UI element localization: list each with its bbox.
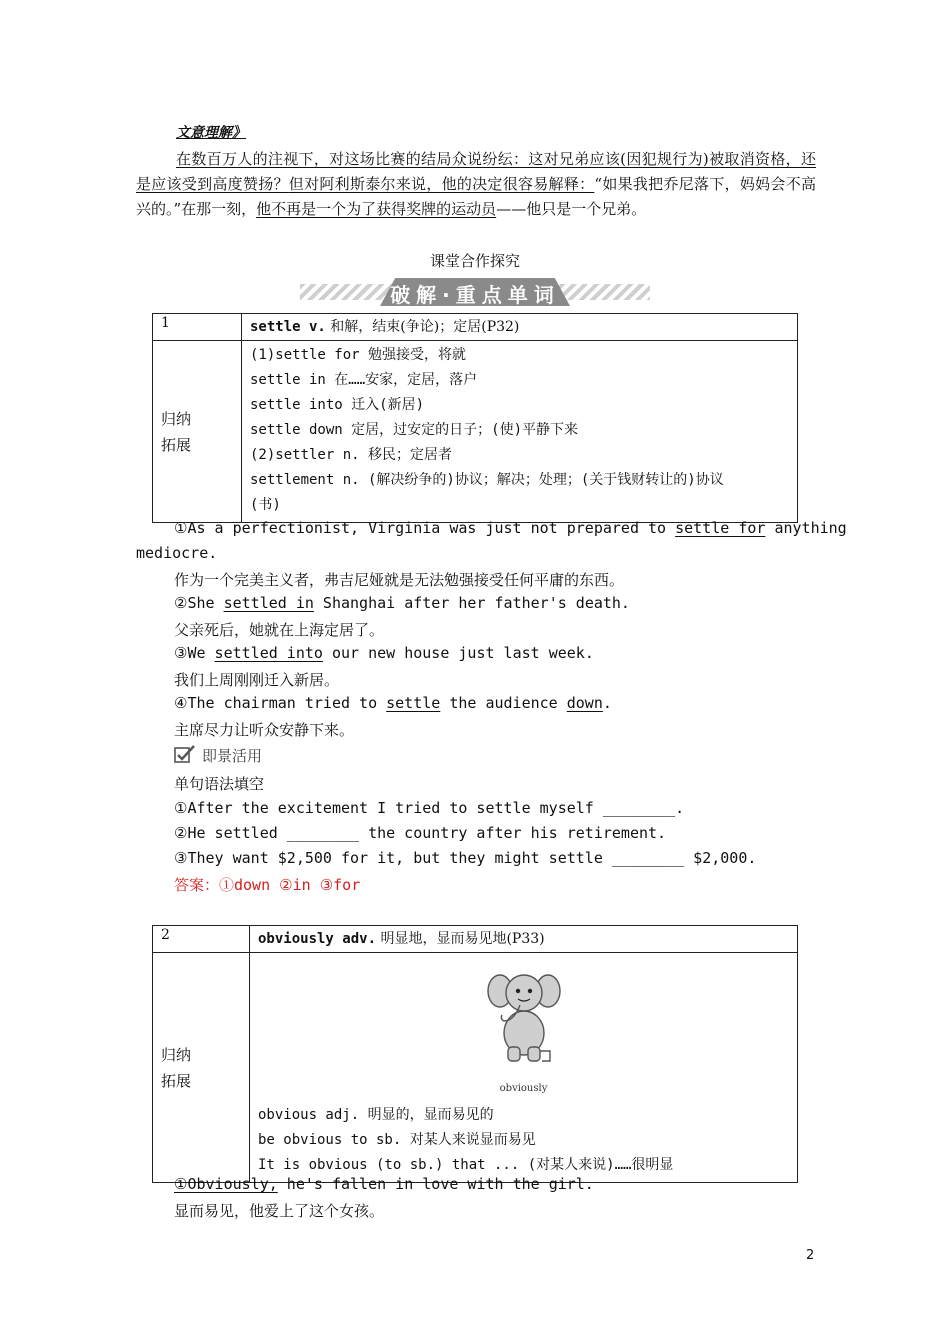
label-line-2: 拓展 — [161, 435, 192, 454]
image-caption: obviously — [499, 1083, 548, 1094]
headword: settle v. — [250, 319, 326, 335]
para-underlined-1: 在数百万人的注视下，对这场比赛的结局众说纷纭：这对兄弟应该(因犯规行为)被取消资格，还是应该受到高度赞扬？ — [136, 150, 816, 193]
summary-body — [242, 341, 798, 523]
para-end: ——他只是一个兄弟。 — [496, 200, 647, 218]
summary-line: (2)settler n. 移民；定居者 — [250, 447, 453, 463]
example-text: Shanghai after her father's death. — [313, 594, 630, 612]
example-obviously-1 — [174, 1175, 594, 1193]
example-3 — [174, 644, 594, 662]
headword-meaning: 明显地，显而易见地(P33) — [376, 931, 545, 947]
vocab-table-obviously — [152, 925, 798, 1183]
elephant-icon — [484, 961, 564, 1071]
practice-question-1: ①After the excitement I tried to settle myself ________. — [174, 799, 685, 817]
example-4 — [174, 694, 612, 712]
example-key-phrase: settled into — [214, 644, 323, 662]
example-4-translation: 主席尽力让听众安静下来。 — [174, 721, 355, 739]
practice-subtitle: 单句语法填空 — [174, 775, 265, 793]
class-title: 课堂合作探究 — [429, 252, 520, 270]
section-label: 文意理解》 — [176, 125, 246, 141]
example-text: anything — [765, 519, 847, 537]
section-banner — [300, 278, 650, 306]
elephant-illustration — [258, 955, 789, 1103]
headword-meaning: 和解，结束(争论)；定居(P32) — [325, 319, 520, 335]
para-quote: “如果我把乔尼落下，妈妈会不高兴的。”在那一刻， — [136, 175, 816, 218]
entry-number: 2 — [153, 926, 250, 953]
practice-title: 即景活用 — [202, 747, 263, 765]
summary-line: settle down 定居，过安定的日子；(使)平静下来 — [250, 422, 579, 438]
summary-line: settle into 迁入(新居) — [250, 397, 425, 413]
entry-headword-cell — [250, 926, 798, 953]
practice-question-2: ②He settled ________ the country after his retirement. — [174, 824, 667, 842]
summary-line: It is obvious (to sb.) that ... (对某人来说)……很明显 — [258, 1157, 674, 1173]
checkbox-pen-icon — [174, 744, 196, 764]
summary-label — [153, 341, 242, 523]
para-underlined-3: 他不再是一个为了获得奖牌的运动员 — [256, 200, 497, 218]
example-obviously-1-translation: 显而易见，他爱上了这个女孩。 — [174, 1202, 385, 1220]
example-text: the audience — [440, 694, 567, 712]
summary-line: be obvious to sb. 对某人来说显而易见 — [258, 1132, 536, 1148]
summary-line: (书) — [250, 497, 281, 513]
example-text: ②She — [174, 594, 224, 612]
example-1 — [174, 519, 847, 537]
headword: obviously adv. — [258, 931, 377, 947]
summary-label — [153, 953, 250, 1183]
label-line-1: 归纳 — [161, 409, 192, 428]
entry-headword-cell — [242, 314, 798, 341]
example-text: he's fallen in love with the girl. — [277, 1175, 594, 1193]
summary-line: (1)settle for 勉强接受，将就 — [250, 347, 467, 363]
practice-question-3: ③They want $2,500 for it, but they might settle ________ $2,000. — [174, 849, 757, 867]
example-text: . — [602, 694, 612, 712]
page-number: 2 — [806, 1248, 815, 1263]
example-1-translation: 作为一个完美主义者，弗吉尼娅就是无法勉强接受任何平庸的东西。 — [174, 571, 625, 589]
label-line-1: 归纳 — [161, 1045, 192, 1064]
example-3-translation: 我们上周刚刚迁入新居。 — [174, 671, 340, 689]
example-key-phrase: down — [566, 694, 603, 712]
example-text: our new house just last week. — [322, 644, 594, 662]
summary-body — [250, 953, 798, 1183]
practice-answer: 答案：①down ②in ③for — [174, 876, 361, 894]
example-2-translation: 父亲死后，她就在上海定居了。 — [174, 621, 385, 639]
example-key-phrase: ①Obviously, — [174, 1175, 278, 1193]
example-text: ④The chairman tried to — [174, 694, 387, 712]
example-1-cont: mediocre. — [136, 544, 218, 562]
example-2 — [174, 594, 630, 612]
example-text: ③We — [174, 644, 215, 662]
example-key-phrase: settle for — [675, 519, 766, 537]
example-key-phrase: settled in — [223, 594, 314, 612]
summary-line: settle in 在……安家，定居，落户 — [250, 372, 478, 388]
reading-paragraph — [136, 147, 816, 222]
label-line-2: 拓展 — [161, 1071, 192, 1090]
summary-line: obvious adj. 明显的，显而易见的 — [258, 1107, 494, 1123]
vocab-table-settle — [152, 313, 798, 523]
entry-number: 1 — [153, 314, 242, 341]
example-key-phrase: settle — [386, 694, 441, 712]
banner-text: 破解·重点单词 — [390, 283, 560, 307]
para-underlined-2: 但对阿利斯泰尔来说，他的决定很容易解释： — [288, 175, 595, 193]
summary-line: settlement n. (解决纷争的)协议；解决；处理；(关于钱财转让的)协议 — [250, 472, 724, 488]
example-text: ①As a perfectionist, Virginia was just not prepared to — [174, 519, 676, 537]
